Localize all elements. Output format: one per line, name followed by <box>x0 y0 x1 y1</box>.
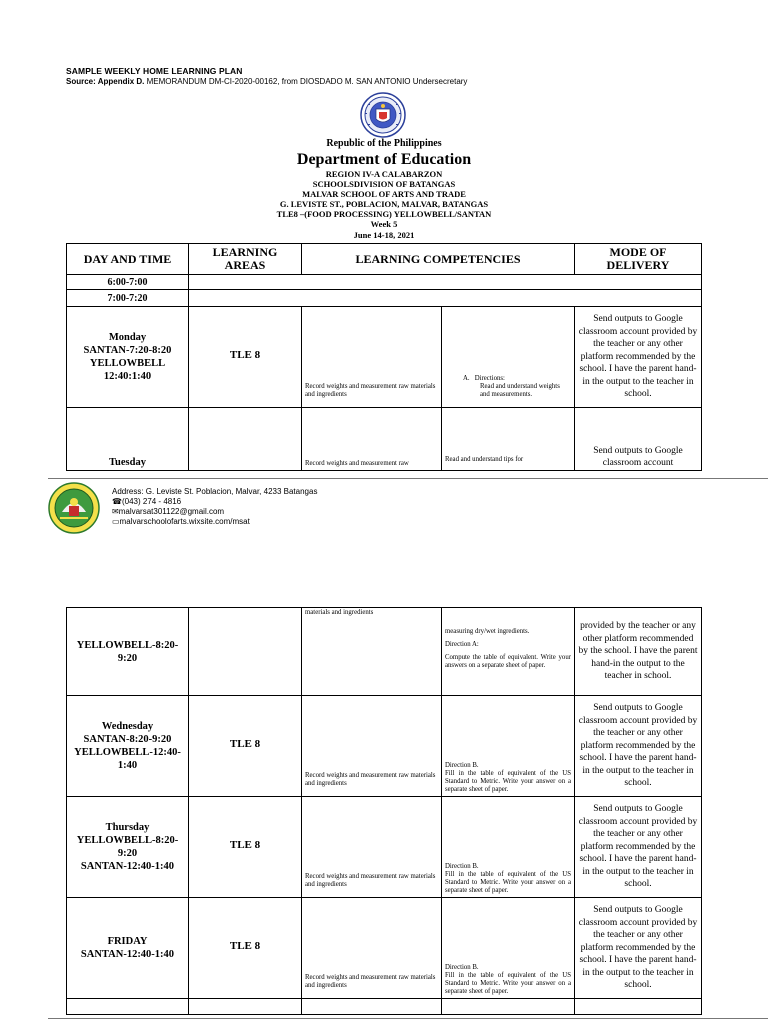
directions-label: Direction A: <box>445 641 479 648</box>
time-label: SANTAN-8:20-9:20 <box>83 734 172 745</box>
table-row <box>67 290 702 307</box>
dates-line: June 14-18, 2021 <box>353 229 415 240</box>
day-time-cell <box>67 797 189 898</box>
competency-cell: Record weights and measurement raw materials and ingredients <box>302 307 442 408</box>
footer-divider <box>48 478 768 479</box>
division-line: SCHOOLSDIVISION OF BATANGAS <box>312 179 456 190</box>
mode-cell: Send outputs to Google classroom account provided by the teacher or any other platform recommended by the school. I have the parent hand-in the output to the teacher in school. <box>575 696 702 797</box>
republic-line: Republic of the Philippines <box>326 138 442 149</box>
day-label: Wednesday <box>101 721 154 732</box>
directions-cell <box>442 696 575 797</box>
time-label: YELLOWBELL-8:20- <box>76 639 179 651</box>
day-label: Tuesday <box>109 457 146 468</box>
mode-cell: Send outputs to Google classroom account provided by the teacher or any other platform recommended by the school. I have the parent hand-in the output to the teacher in school. <box>575 797 702 898</box>
time-cell: 7:00-7:20 <box>67 290 189 307</box>
competency-cell: Record weights and measurement raw <box>302 408 442 471</box>
time-label: 12:40:1:40 <box>103 371 152 382</box>
school-line: MALVAR SCHOOL OF ARTS AND TRADE <box>302 189 466 200</box>
source-text: MEMORANDUM DM-CI-2020-00162, from DIOSDADO M. SAN ANTONIO Undersecretary <box>146 77 468 86</box>
directions-text: Compute the table of equivalent. Write your answers on a separate sheet of paper. <box>445 654 571 669</box>
directions-text: Fill in the table of equivalent of the US Standard to Metric. Write your answer on a separate sheet of paper. <box>445 871 571 894</box>
directions-cell <box>442 797 575 898</box>
competency-cell: materials and ingredients <box>302 608 442 696</box>
learning-area-cell: TLE 8 <box>189 696 302 797</box>
empty-cell <box>302 999 442 1015</box>
mode-cell: Send outputs to Google classroom account provided by the teacher or any other platform recommended by the school. I have the parent hand-in the output to the teacher in school. <box>575 898 702 999</box>
header-learning-competencies: LEARNING COMPETENCIES <box>302 244 575 275</box>
empty-cell <box>189 290 702 307</box>
directions-cell <box>442 307 575 408</box>
empty-cell <box>575 999 702 1015</box>
time-label: YELLOWBELL-12:40- <box>74 747 181 758</box>
empty-cell <box>189 999 302 1015</box>
day-time-cell <box>67 408 189 471</box>
learning-plan-table <box>66 243 702 471</box>
mode-cell: provided by the teacher or any other platform recommended by the school. I have the parent hand-in the output to the teacher in school. <box>575 608 702 696</box>
mode-cell: Send outputs to Google classroom account <box>575 408 702 471</box>
time-label: 9:20 <box>117 652 138 664</box>
day-label: FRIDAY <box>107 936 148 947</box>
time-label: YELLOWBELL-8:20- <box>76 835 179 846</box>
directions-label: Direction B. <box>445 964 479 971</box>
day-time-cell <box>67 307 189 408</box>
competency-cell: Record weights and measurement raw materials and ingredients <box>302 696 442 797</box>
header-mode-of-delivery: MODE OF DELIVERY <box>575 244 702 275</box>
table-row-empty <box>67 999 702 1015</box>
learning-area-cell <box>189 608 302 696</box>
footer-contact <box>112 487 317 527</box>
day-label: Monday <box>108 332 147 343</box>
school-logo-icon <box>48 482 100 534</box>
address-line: G. LEVISTE ST., POBLACION, MALVAR, BATANGAS <box>279 199 489 210</box>
table-row-wednesday <box>67 696 702 797</box>
directions-text: Fill in the table of equivalent of the US Standard to Metric. Write your answer on a separate sheet of paper. <box>445 770 571 793</box>
competency-cell: Record weights and measurement raw materials and ingredients <box>302 898 442 999</box>
table-header-row <box>67 244 702 275</box>
directions-text: Read and understand weights and measurements. <box>480 383 560 398</box>
table-row-tuesday-continued <box>67 608 702 696</box>
directions-label: Direction B. <box>445 762 479 769</box>
time-cell: 6:00-7:00 <box>67 275 189 290</box>
learning-area-cell: TLE 8 <box>189 797 302 898</box>
directions-cell: Read and understand tips for <box>442 408 575 471</box>
header-day-time: DAY AND TIME <box>67 244 189 275</box>
table-row-friday <box>67 898 702 999</box>
bottom-divider <box>48 1018 768 1019</box>
empty-cell <box>67 999 189 1015</box>
table-row <box>67 275 702 290</box>
time-label: SANTAN-12:40-1:40 <box>80 861 175 872</box>
learning-area-cell: TLE 8 <box>189 307 302 408</box>
deped-seal-icon <box>360 92 406 138</box>
source-label: Source: Appendix D. <box>66 77 145 86</box>
mode-cell: Send outputs to Google classroom account provided by the teacher or any other platform recommended by the school. I have the parent hand-in the output to the teacher in school. <box>575 307 702 408</box>
empty-cell <box>189 275 702 290</box>
directions-text: Fill in the table of equivalent of the US Standard to Metric. Write your answer on a separate sheet of paper. <box>445 972 571 995</box>
time-label: 9:20 <box>117 848 138 859</box>
time-label: SANTAN-12:40-1:40 <box>80 949 175 960</box>
learning-area-cell: TLE 8 <box>189 898 302 999</box>
competency-cell: Record weights and measurement raw materials and ingredients <box>302 797 442 898</box>
week-line: Week 5 <box>370 219 398 230</box>
department-line: Department of Education <box>296 151 472 168</box>
learning-plan-table-continued <box>66 607 702 1015</box>
day-time-cell <box>67 608 189 696</box>
time-label: YELLOWBELL <box>89 358 166 369</box>
directions-label: Directions: <box>474 375 505 382</box>
plan-title: SAMPLE WEEKLY HOME LEARNING PLAN <box>66 66 243 76</box>
day-time-cell <box>67 696 189 797</box>
day-time-cell <box>67 898 189 999</box>
footer-address: Address: G. Leviste St. Poblacion, Malvar, 4233 Batangas <box>112 487 318 496</box>
directions-cell <box>442 608 575 696</box>
directions-label: Direction B. <box>445 863 479 870</box>
time-label: SANTAN-7:20-8:20 <box>83 345 172 356</box>
table-row-tuesday <box>67 408 702 471</box>
empty-cell <box>442 999 575 1015</box>
directions-cell <box>442 898 575 999</box>
table-row-monday <box>67 307 702 408</box>
header-learning-areas: LEARNING AREAS <box>189 244 302 275</box>
day-label: Thursday <box>105 822 150 833</box>
letterhead <box>0 138 768 240</box>
subject-line: TLE8 –(FOOD PROCESSING) YELLOWBELL/SANTAN <box>276 209 492 220</box>
footer-website[interactable]: ▭malvarschoolofarts.wixsite.com/msat <box>112 517 250 526</box>
learning-area-cell <box>189 408 302 471</box>
footer-phone: ☎(043) 274 - 4816 <box>112 497 182 506</box>
region-line: REGION IV-A CALABARZON <box>325 169 443 179</box>
plan-source <box>66 77 467 86</box>
time-label: 1:40 <box>117 760 138 771</box>
footer-email[interactable]: ✉malvarsat301122@gmail.com <box>112 507 225 516</box>
directions-text: measuring dry/wet ingredients. <box>445 628 530 635</box>
list-marker: A. <box>463 375 470 382</box>
table-row-thursday <box>67 797 702 898</box>
